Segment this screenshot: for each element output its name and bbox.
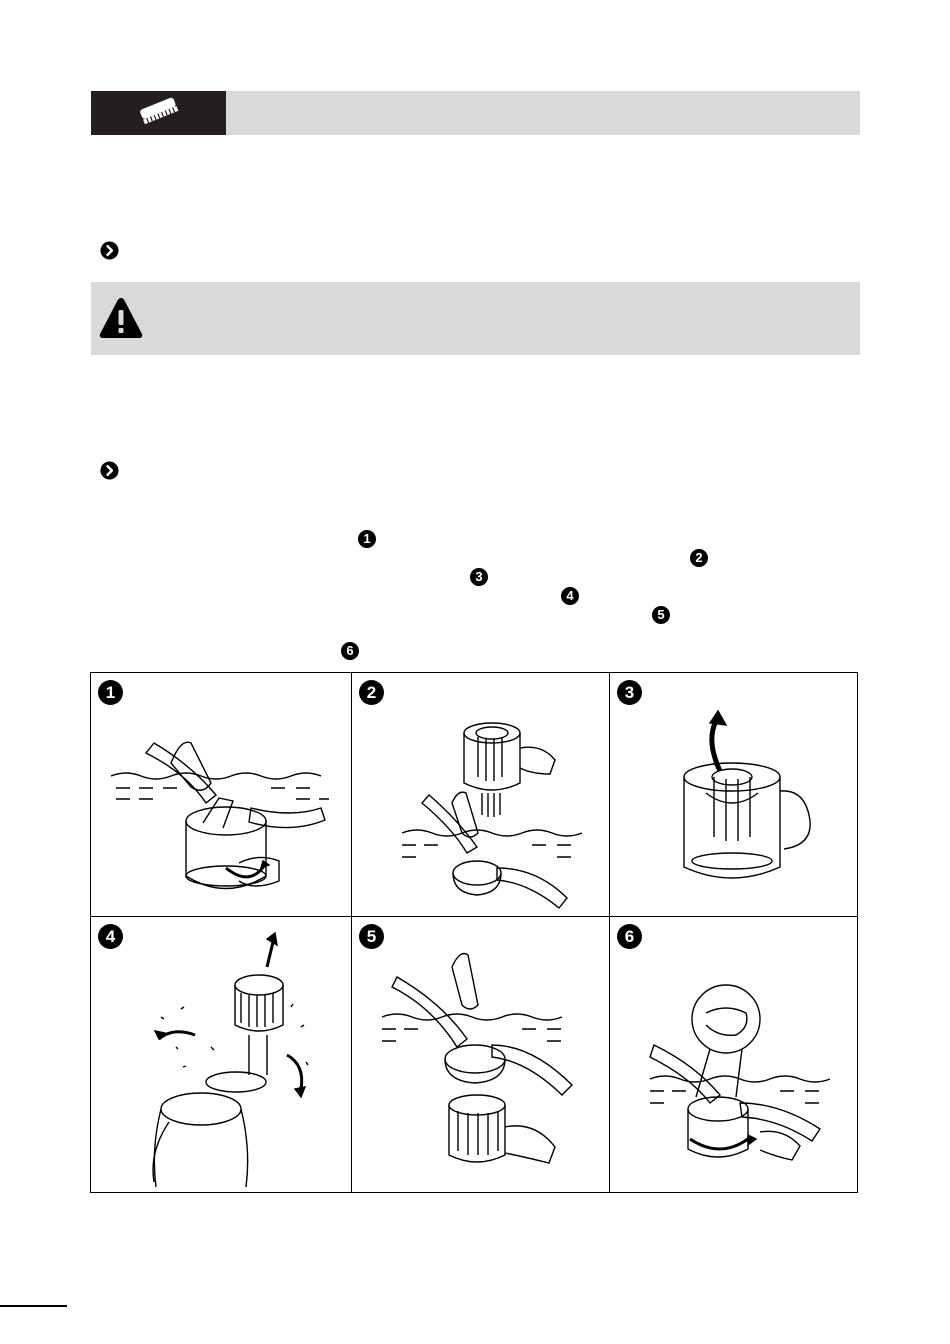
warning-box — [91, 282, 860, 355]
step-panel — [91, 917, 352, 1193]
inline-step-badge: 1 — [358, 530, 376, 548]
step-number-badge: 1 — [98, 680, 123, 705]
section-header-bar — [91, 91, 860, 135]
rinse-filter-illustration — [91, 917, 351, 1192]
step-number-badge: 5 — [359, 924, 384, 949]
step-number-badge: 2 — [359, 680, 384, 705]
lift-filter-illustration — [352, 673, 609, 916]
step-number-badge: 6 — [617, 924, 642, 949]
inline-step-badge: 2 — [690, 549, 708, 567]
step-panel — [352, 917, 610, 1193]
footer-rule — [0, 1305, 67, 1307]
steps-illustration-grid — [90, 672, 858, 1193]
step-number-badge: 3 — [617, 680, 642, 705]
remove-inner-filter-illustration — [610, 673, 857, 916]
header-icon-box — [91, 91, 226, 135]
lock-canister-illustration — [610, 917, 857, 1192]
inline-step-badge: 4 — [561, 587, 579, 605]
step-panel — [610, 917, 858, 1193]
inline-step-badge: 6 — [341, 642, 359, 660]
chevron-right-icon — [100, 461, 119, 480]
reassemble-filter-illustration — [352, 917, 609, 1192]
brush-icon — [135, 97, 183, 130]
step-number-badge: 4 — [98, 924, 123, 949]
inline-step-badge: 5 — [652, 606, 670, 624]
unscrew-canister-illustration — [91, 673, 351, 916]
inline-step-badge: 3 — [470, 568, 488, 586]
step-panel — [91, 673, 352, 917]
chevron-right-icon — [100, 241, 119, 260]
step-panel — [610, 673, 858, 917]
warning-triangle-icon — [98, 296, 144, 340]
step-panel — [352, 673, 610, 917]
